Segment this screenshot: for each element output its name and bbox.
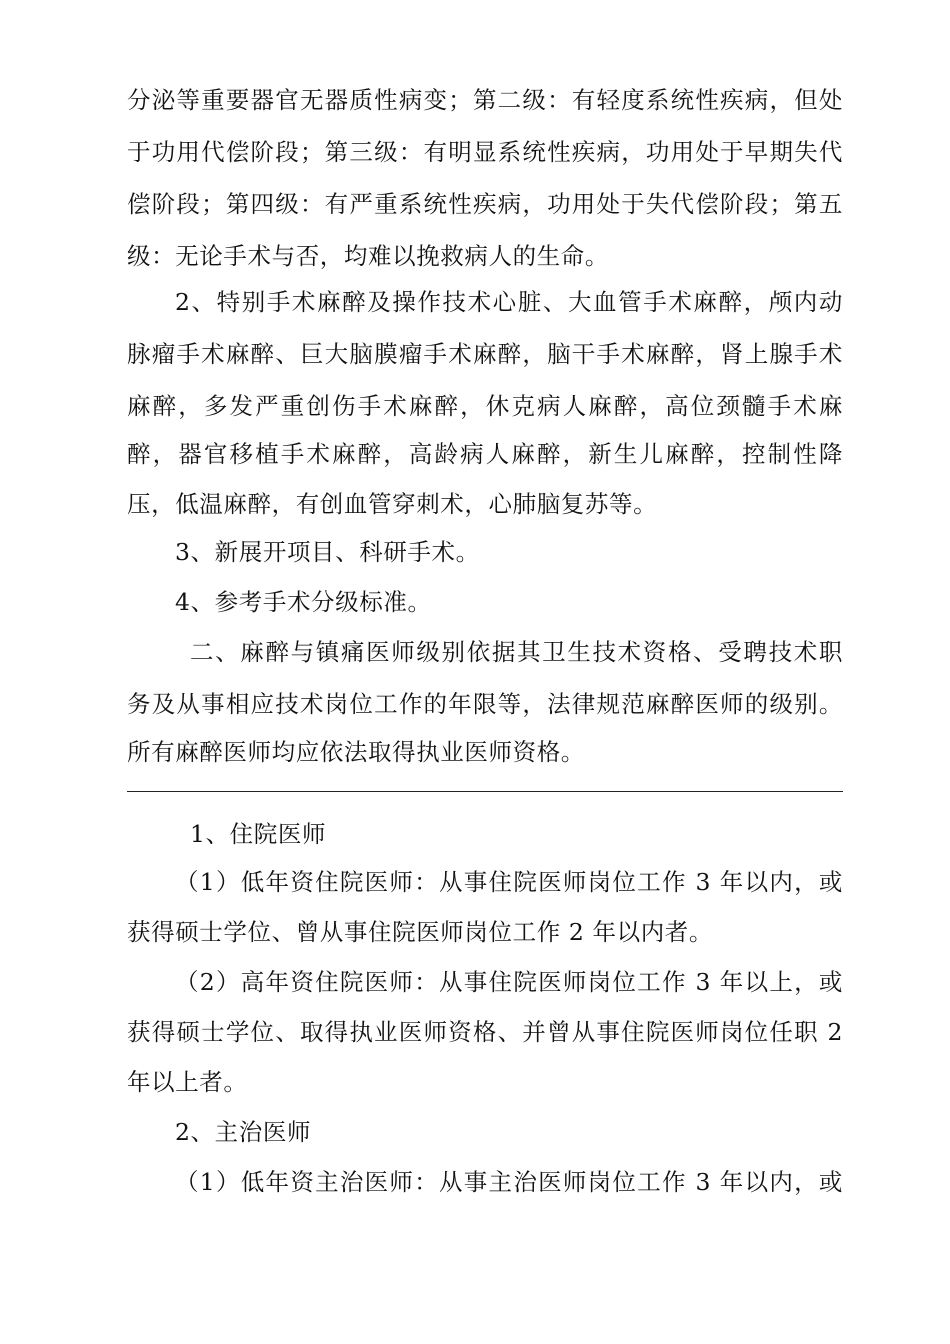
text-line-4: 级：无论手术与否，均难以挽救病人的生命。: [127, 242, 609, 270]
text-line-12: 二、麻醉与镇痛医师级别依据其卫生技术资格、受聘技术职: [190, 638, 843, 666]
text-line-5: 2、特别手术麻醉及操作技术心脏、大血管手术麻醉，颅内动: [175, 288, 843, 316]
text-line-10: 3、新展开项目、科研手术。: [175, 538, 480, 566]
text-line-20: 年以上者。: [127, 1068, 248, 1096]
text-line-17: 获得硕士学位、曾从事住院医师岗位工作 2 年以内者。: [127, 918, 713, 946]
text-line-22: （1）低年资主治医师：从事主治医师岗位工作 3 年以内，或: [175, 1168, 843, 1196]
section-heading-resident: 1、住院医师: [190, 820, 327, 848]
text-line-6: 脉瘤手术麻醉、巨大脑膜瘤手术麻醉，脑干手术麻醉，肾上腺手术: [127, 340, 843, 368]
text-line-8: 醉，器官移植手术麻醉，高龄病人麻醉，新生儿麻醉，控制性降: [127, 440, 843, 468]
text-line-7: 麻醉，多发严重创伤手术麻醉，休克病人麻醉，高位颈髓手术麻: [127, 392, 843, 420]
text-line-19: 获得硕士学位、取得执业医师资格、并曾从事住院医师岗位任职 2: [127, 1018, 843, 1046]
text-line-18: （2）高年资住院医师：从事住院医师岗位工作 3 年以上，或: [175, 968, 843, 996]
text-line-14: 所有麻醉医师均应依法取得执业医师资格。: [127, 738, 585, 766]
text-line-11: 4、参考手术分级标准。: [175, 588, 432, 616]
text-line-2: 于功用代偿阶段；第三级：有明显系统性疾病，功用处于早期失代: [127, 138, 843, 166]
text-line-3: 偿阶段；第四级：有严重系统性疾病，功用处于失代偿阶段；第五: [127, 190, 843, 218]
text-line-1: 分泌等重要器官无器质性病变；第二级：有轻度系统性疾病，但处: [127, 86, 843, 114]
page-separator: [127, 791, 843, 792]
section-heading-attending: 2、主治医师: [175, 1118, 312, 1146]
text-line-9: 压，低温麻醉，有创血管穿刺术，心肺脑复苏等。: [127, 490, 658, 518]
text-line-16: （1）低年资住院医师：从事住院医师岗位工作 3 年以内，或: [175, 868, 843, 896]
text-line-13: 务及从事相应技术岗位工作的年限等，法律规范麻醉医师的级别。: [127, 690, 843, 718]
